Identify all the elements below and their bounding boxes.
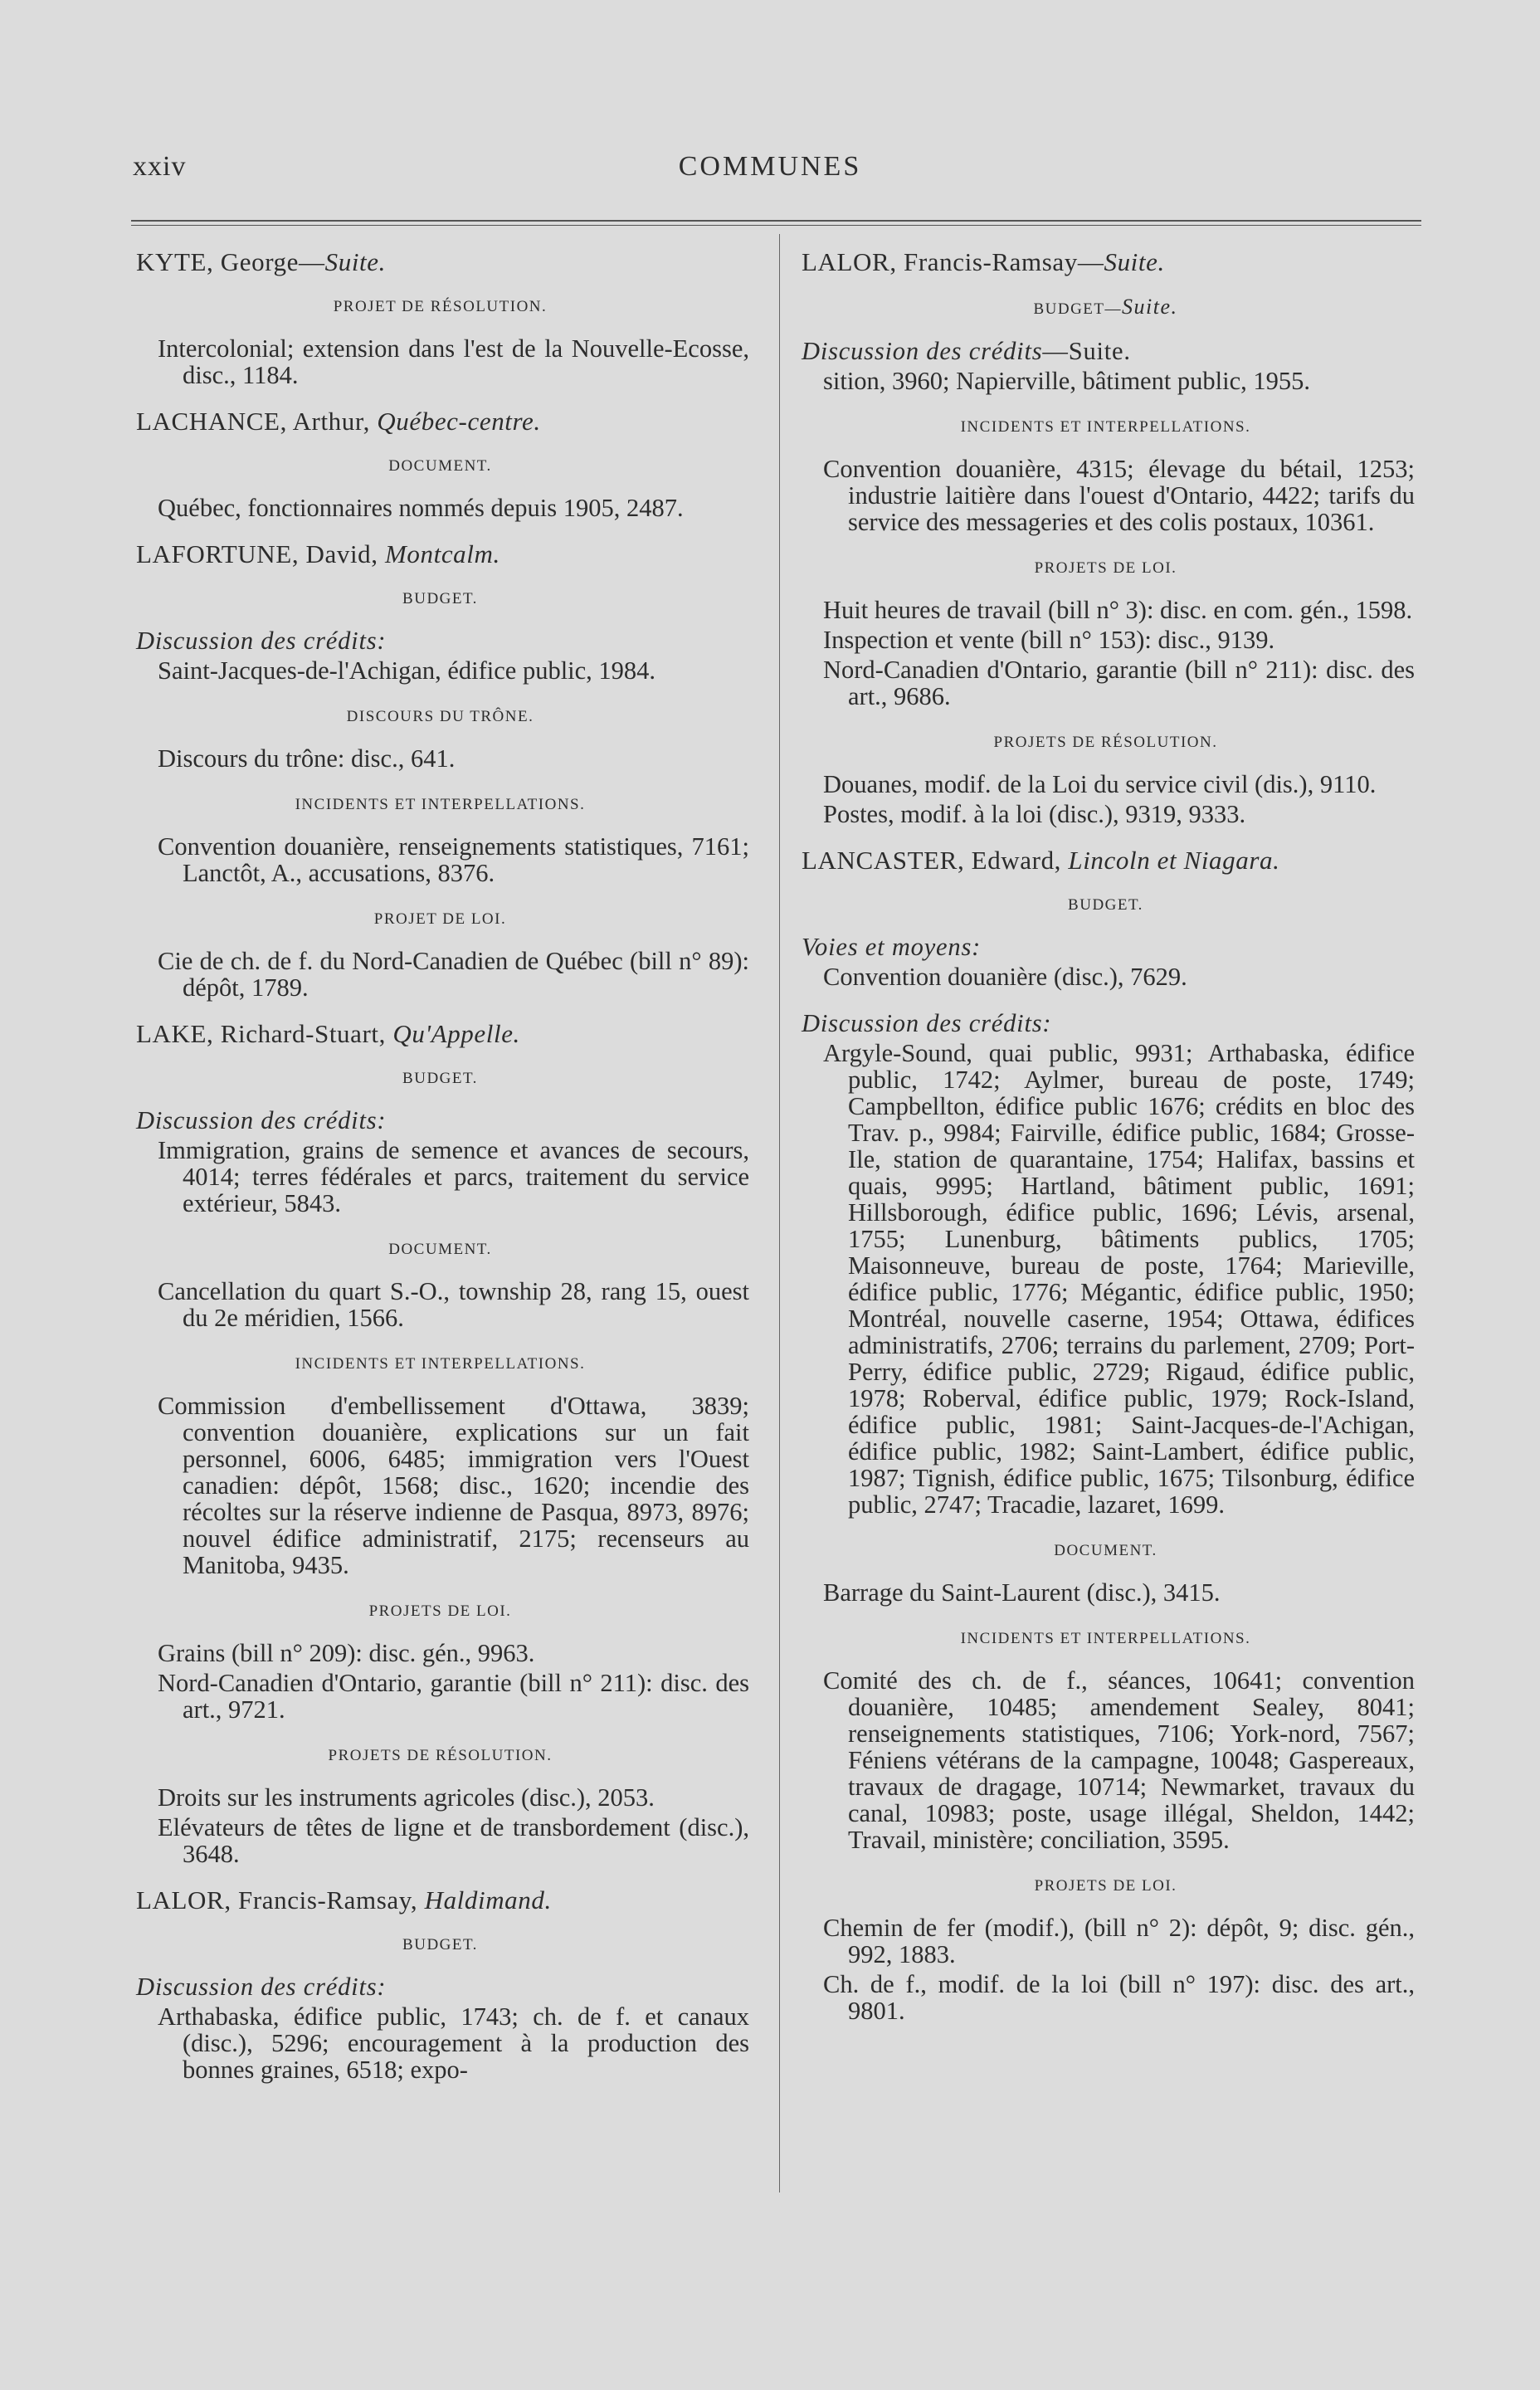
- suite-text: Suite.: [1122, 295, 1178, 319]
- section-caption: DOCUMENT.: [388, 1241, 492, 1258]
- subsection-title: [802, 338, 1415, 364]
- section-caption: PROJET DE LOI.: [373, 910, 507, 928]
- section-caption: PROJETS DE LOI.: [1034, 1877, 1177, 1895]
- constituency: Qu'Appelle.: [392, 1019, 520, 1048]
- subsection-title: Discussion des crédits:: [802, 1009, 1052, 1037]
- name-text: LALOR, Francis-Ramsay,: [136, 1885, 425, 1914]
- index-entry: Intercolonial; extension dans l'est de la Nouvelle-Ecosse, disc., 1184.: [158, 334, 749, 389]
- subsection-title: Discussion des crédits:: [136, 627, 387, 655]
- header-rule-thin: [131, 225, 1421, 226]
- suite-text: Suite.: [1104, 247, 1165, 276]
- name-text: LAKE, Richard-Stuart,: [136, 1019, 393, 1048]
- section-caption: DOCUMENT.: [388, 457, 492, 475]
- index-entry: Comité des ch. de f., séances, 10641; convention douanière, 10485; amendement Sealey, 8041; renseignements statistiques, 7106; York-nord, 7567; Féniens vétérans de la campagne, 10048; Gaspereaux, travaux de dragage, 10714; Newmarket, travaux du canal, 10983; poste, usage illégal, Sheldon, 1442; Travail, ministère; conciliation, 3595.: [823, 1666, 1415, 1854]
- constituency: Montcalm.: [384, 539, 500, 568]
- index-entry: Immigration, grains de semence et avances de secours, 4014; terres fédérales et parcs, traitement du service extérieur, 5843.: [158, 1136, 749, 1217]
- index-entry: Cie de ch. de f. du Nord-Canadien de Québec (bill n° 89): dépôt, 1789.: [158, 947, 749, 1002]
- constituency: Québec-centre.: [377, 407, 541, 436]
- section-caption: INCIDENTS ET INTERPELLATIONS.: [960, 1630, 1251, 1647]
- index-entry: sition, 3960; Napierville, bâtiment public, 1955.: [823, 367, 1311, 395]
- name-text: LANCASTER, Edward,: [802, 846, 1069, 875]
- header-rule: [131, 220, 1421, 222]
- index-entry: Arthabaska, édifice public, 1743; ch. de f. et canaux (disc.), 5296; encouragement à la production des bonnes graines, 6518; expo-: [158, 2002, 749, 2084]
- constituency: Haldimand.: [424, 1885, 552, 1914]
- section-caption: DISCOURS DU TRÔNE.: [346, 708, 534, 725]
- name-text: LAFORTUNE, David,: [136, 539, 385, 568]
- index-entry: Barrage du Saint-Laurent (disc.), 3415.: [823, 1578, 1221, 1607]
- name-text: LACHANCE, Arthur,: [136, 407, 378, 436]
- section-caption: BUDGET.: [1068, 896, 1143, 914]
- index-entry: Droits sur les instruments agricoles (disc.), 2053.: [158, 1783, 655, 1812]
- page-number: xxiv: [133, 151, 187, 182]
- entry-name-lafortune: [136, 541, 749, 568]
- section-caption: PROJETS DE LOI.: [1034, 559, 1177, 577]
- index-entry: Saint-Jacques-de-l'Achigan, édifice public, 1984.: [158, 656, 656, 685]
- index-entry: Discours du trône: disc., 641.: [158, 744, 456, 773]
- index-entry: Convention douanière, renseignements statistiques, 7161; Lanctôt, A., accusations, 8376.: [158, 832, 749, 887]
- entry-name-kyte: [136, 249, 749, 276]
- subsection-title: Discussion des crédits:: [136, 1106, 387, 1134]
- section-caption: PROJETS DE RÉSOLUTION.: [328, 1747, 553, 1764]
- index-entry: Convention douanière (disc.), 7629.: [823, 963, 1187, 991]
- index-entry: Commission d'embellissement d'Ottawa, 3839; convention douanière, explications sur un fait personnel, 6006, 6485; immigration vers l'Ouest canadien: dépôt, 1568; disc., 1620; incendie des récoltes sur la réserve indienne de Pasqua, 8973, 8976; nouvel édifice administratif, 2175; recenseurs au Manitoba, 9435.: [158, 1392, 749, 1579]
- right-column: [797, 249, 1415, 2044]
- section-caption: PROJETS DE LOI.: [368, 1602, 512, 1620]
- entry-name-lalor: [136, 1887, 749, 1914]
- section-caption: INCIDENTS ET INTERPELLATIONS.: [960, 418, 1251, 436]
- index-entry: Argyle-Sound, quai public, 9931; Arthabaska, édifice public, 1742; Aylmer, bureau de poste, 1749; Campbellton, édifice public 1676; crédits en bloc des Trav. p., 9984; Fairville, édifice public, 1684; Grosse-Ile, station de quarantaine, 1754; Halifax, bassins et quais, 9995; Hartland, bâtiment public, 1691; Hillsborough, édifice public, 1696; Lévis, arsenal, 1755; Lunenburg, bâtiments publics, 1705; Maisonneuve, bureau de poste, 1764; Marieville, édifice public, 1776; Mégantic, édifice public, 1950; Montréal, nouvelle caserne, 1954; Ottawa, édifices administratifs, 2706; terrains du parlement, 2709; Port-Perry, édifice public, 2729; Rigaud, édifice public, 1978; Roberval, édifice public, 1979; Rock-Island, édifice public, 1981; Saint-Jacques-de-l'Achigan, édifice public, 1982; Saint-Lambert, édifice public, 1987; Tignish, édifice public, 1675; Tilsonburg, édifice public, 2747; Tracadie, lazaret, 1699.: [823, 1039, 1415, 1519]
- index-entry: Elévateurs de têtes de ligne et de transbordement (disc.), 3648.: [158, 1813, 749, 1868]
- index-entry: Postes, modif. à la loi (disc.), 9319, 9333.: [823, 800, 1246, 828]
- subsection-title: Voies et moyens:: [802, 933, 982, 961]
- section-caption: DOCUMENT.: [1054, 1542, 1157, 1559]
- index-entry: Nord-Canadien d'Ontario, garantie (bill n° 211): disc. des art., 9686.: [823, 656, 1415, 710]
- section-caption: PROJET DE RÉSOLUTION.: [333, 298, 548, 315]
- left-column: [131, 249, 749, 2103]
- suite-text: Suite.: [324, 247, 386, 276]
- section-caption: INCIDENTS ET INTERPELLATIONS.: [295, 1355, 586, 1373]
- entry-name-lachance: [136, 408, 749, 435]
- index-entry: Huit heures de travail (bill n° 3): disc. en com. gén., 1598.: [823, 596, 1413, 624]
- index-entry: Ch. de f., modif. de la loi (bill n° 197): disc. des art., 9801.: [823, 1970, 1415, 2025]
- section-caption: BUDGET.: [402, 1070, 478, 1087]
- entry-name-lalor-cont: [802, 249, 1415, 276]
- entry-name-lancaster: [802, 847, 1415, 874]
- constituency: Lincoln et Niagara.: [1068, 846, 1280, 875]
- subsection-text: Discussion des crédits: [802, 337, 1043, 365]
- index-entry: Nord-Canadien d'Ontario, garantie (bill n° 211): disc. des art., 9721.: [158, 1669, 749, 1724]
- index-entry: Chemin de fer (modif.), (bill n° 2): dépôt, 9; disc. gén., 992, 1883.: [823, 1914, 1415, 1968]
- caption-text: BUDGET—: [1033, 300, 1123, 318]
- running-head: COMMUNES: [678, 151, 862, 182]
- index-entry: Inspection et vente (bill n° 153): disc., 9139.: [823, 626, 1275, 654]
- column-divider: [779, 234, 780, 2192]
- suite-text: —Suite.: [1042, 337, 1131, 365]
- index-entry: Québec, fonctionnaires nommés depuis 1905, 2487.: [158, 494, 684, 522]
- section-caption: [797, 294, 1415, 323]
- section-caption: PROJETS DE RÉSOLUTION.: [993, 734, 1218, 751]
- index-entry: Douanes, modif. de la Loi du service civil (dis.), 9110.: [823, 770, 1377, 798]
- name-text: LALOR, Francis-Ramsay—: [802, 247, 1104, 276]
- entry-name-lake: [136, 1021, 749, 1047]
- name-text: KYTE, George—: [136, 247, 325, 276]
- section-caption: BUDGET.: [402, 590, 478, 607]
- index-entry: Convention douanière, 4315; élevage du bétail, 1253; industrie laitière dans l'ouest d'Ontario, 4422; tarifs du service des messageries et des colis postaux, 10361.: [823, 455, 1415, 536]
- subsection-title: Discussion des crédits:: [136, 1973, 387, 2001]
- index-entry: Grains (bill n° 209): disc. gén., 9963.: [158, 1639, 535, 1667]
- section-caption: INCIDENTS ET INTERPELLATIONS.: [295, 796, 586, 813]
- section-caption: BUDGET.: [402, 1936, 478, 1953]
- index-entry: Cancellation du quart S.-O., township 28, rang 15, ouest du 2e méridien, 1566.: [158, 1277, 749, 1332]
